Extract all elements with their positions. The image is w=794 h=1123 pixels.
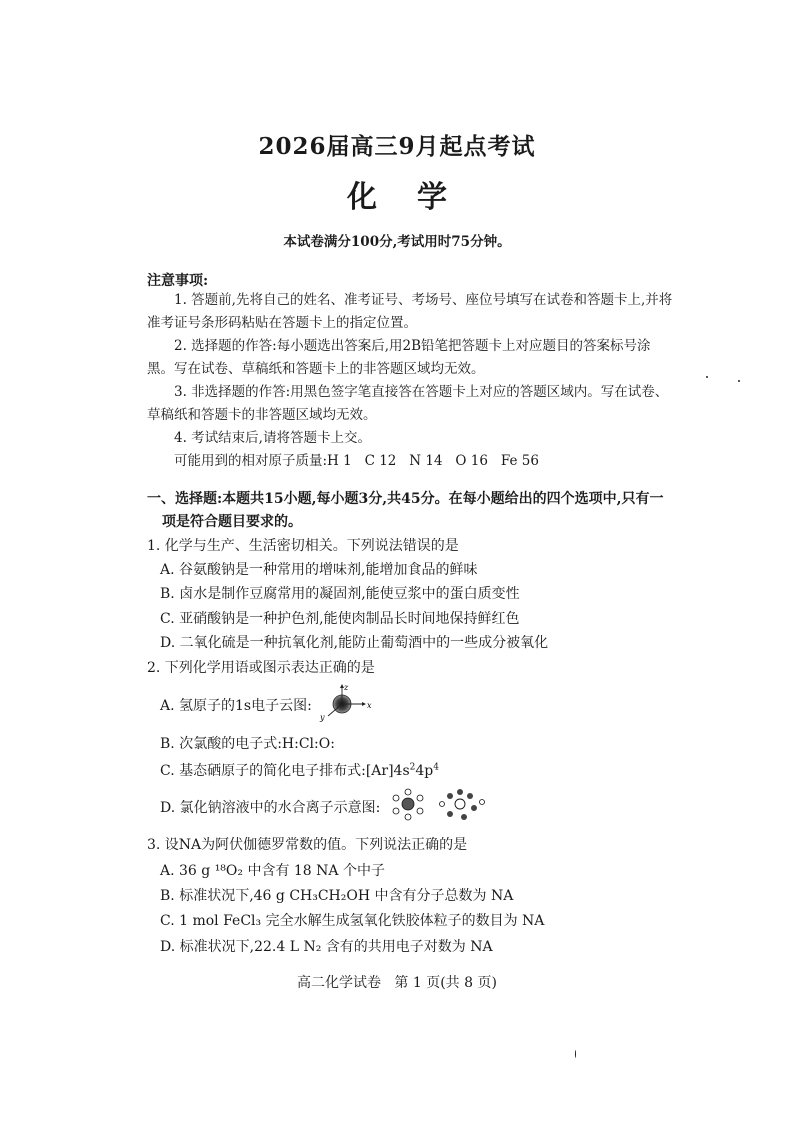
scan-speck [738, 380, 740, 382]
hydrated-ion-diagram [390, 786, 490, 822]
q3-option-a: A. 36 g ¹⁸O₂ 中含有 18 NA 个中子 [160, 863, 385, 879]
q2-option-c-sup2: 4 [433, 762, 439, 773]
note-1-line-2: 准考证号条形码粘贴在答题卡上的指定位置。 [147, 315, 417, 331]
atomic-masses: 可能用到的相对原子质量:H 1 C 12 N 14 O 16 Fe 56 [174, 453, 539, 469]
z-axis-label: z [344, 683, 349, 692]
q2-option-d-text: D. 氯化钠溶液中的水合离子示意图: [160, 800, 381, 816]
scan-speck [706, 376, 708, 378]
q2-option-a-text: A. 氢原子的1s电子云图: [160, 698, 312, 714]
q2-option-b: B. 次氯酸的电子式:H:Cl:O: [160, 736, 335, 752]
q2-option-c [160, 760, 439, 780]
q1-stem: 1. 化学与生产、生活密切相关。下列说法错误的是 [147, 538, 459, 554]
q2-option-c-prefix: C. 基态硒原子的简化电子排布式:[Ar]4s [160, 763, 410, 779]
electron-cloud-diagram [316, 682, 372, 724]
q1-option-c: C. 亚硝酸钠是一种护色剂,能使肉制品长时间地保持鲜红色 [160, 611, 520, 627]
x-axis-label: x [367, 701, 372, 710]
hydrated-ion-cluster-2 [440, 789, 485, 820]
section1-line-1: 一、选择题:本题共15小题,每小题3分,共45分。在每小题给出的四个选项中,只有一 [147, 491, 664, 507]
note-2-line-2: 黑。写在试卷、草稿纸和答题卡上的非答题区域均无效。 [147, 361, 485, 377]
q3-option-b: B. 标准状况下,46 g CH₃CH₂OH 中含有分子总数为 NA [160, 888, 514, 904]
note-3-line-1: 3. 非选择题的作答:用黑色签字笔直接答在答题卡上对应的答题区域内。写在试卷、 [174, 384, 669, 400]
note-1-line-1: 1. 答题前,先将自己的姓名、准考证号、考场号、座位号填写在试卷和答题卡上,并将 [174, 292, 673, 308]
q2-option-a [160, 695, 312, 715]
q2-option-c-mid: 4p [415, 763, 434, 779]
q2-option-d [160, 797, 380, 817]
note-3-line-2: 草稿纸和答题卡的非答题区域均无效。 [147, 407, 377, 423]
q3-option-c: C. 1 mol FeCl₃ 完全水解生成氢氧化铁胶体粒子的数目为 NA [160, 913, 545, 929]
q2-stem: 2. 下列化学用语或图示表达正确的是 [147, 660, 375, 676]
exam-subtitle: 本试卷满分100分,考试用时75分钟。 [283, 234, 511, 250]
q2-option-c-sup1: 2 [409, 762, 416, 773]
notes-heading: 注意事项: [147, 273, 209, 289]
note-4: 4. 考试结束后,请将答题卡上交。 [174, 430, 371, 446]
y-axis-label: y [320, 713, 325, 722]
subject-title: 化学 [347, 180, 487, 215]
q3-option-d: D. 标准状况下,22.4 L N₂ 含有的共用电子对数为 NA [160, 939, 493, 955]
hydrated-ion-cluster-1 [393, 789, 423, 820]
q1-option-a: A. 谷氨酸钠是一种常用的增味剂,能增加食品的鲜味 [160, 562, 478, 578]
x-axis-arrow [362, 702, 366, 706]
q1-option-d: D. 二氧化硫是一种抗氧化剂,能防止葡萄酒中的一些成分被氧化 [160, 635, 549, 651]
q3-stem: 3. 设NA为阿伏伽德罗常数的值。下列说法正确的是 [147, 837, 468, 853]
q1-option-b: B. 卤水是制作豆腐常用的凝固剂,能使豆浆中的蛋白质变性 [160, 586, 520, 602]
note-2-line-1: 2. 选择题的作答:每小题选出答案后,用2B铅笔把答题卡上对应题目的答案标号涂 [174, 338, 651, 354]
exam-title: 2026届高三9月起点考试 [258, 133, 536, 160]
page-footer: 高二化学试卷 第 1 页(共 8 页) [297, 975, 497, 991]
scan-speck [575, 1050, 576, 1058]
section1-line-2: 项是符合题目要求的。 [162, 514, 302, 530]
